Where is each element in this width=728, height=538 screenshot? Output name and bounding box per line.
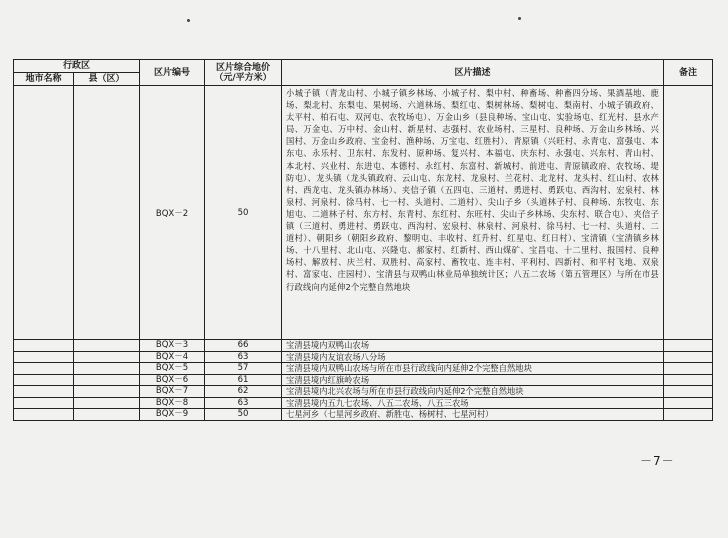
zone-description: 宝清县境内五九七农场、八五二农场、八五三农场 xyxy=(282,397,664,409)
table-row xyxy=(14,386,713,398)
table-row xyxy=(14,374,713,386)
page-number: －7－ xyxy=(640,454,675,468)
zone-price: 50 xyxy=(205,86,282,340)
zone-description: 小城子镇（青龙山村、小城子镇乡林场、小城子村、梨中村、种畜场、种畜四分场、果酒基地、鹿场、梨北村、东梨屯、果树场、六道林场、梨红屯、梨树林场、梨树屯、梨南村、小城子镇政府、太平村、柏石屯、双河屯、农牧场屯）、万金山乡（县良种场、宝山屯、实验场屯、红光村、县水产局、万金屯、万中村、金山村、新星村、志强村、农业场村、三星村、良种场、万金山乡林场、兴国村、万金山乡政府、宝金村、渔种场、万宝屯、红胜村）、青原镇（兴旺村、永青屯、富强屯、本东屯、永乐村、卫东村、东发村、原种场、复兴村、本福屯、庆东村、永强屯、兴东村、青山村、本北村、兴业村、东进屯、本德村、永红村、东富村、新城村、前进屯、青原镇政府、农牧场、堤防屯）、龙头镇（龙头镇政府、云山屯、东龙村、龙泉村、兰花村、北龙村、龙头村、红山村、农林村、西龙屯、龙头镇办林场）、夹信子镇（五四屯、三道村、勇进村、勇跃屯、西沟村、宏泉村、林泉村、河泉村、徐马村、七一村、头道村、二道村）、尖山子乡（头道林子村、良种场、东牧屯、东旭屯、二道林子村、东方村、东青村、东红村、东旺村、尖山子乡林场、尖东村、联合屯）、夹信子镇（三道村、勇进村、勇跃屯、西沟村、宏泉村、林泉村、河泉村、徐马村、七一村、头道村、二道村）、朝阳乡（朝阳乡政府、黎明屯、丰收村、红升村、红星屯、红日村）、宝清镇（宝清镇乡林场、十八里村、北山屯、兴隆屯、郝家村、红新村、西山煤矿、宝昌屯、十二里村、报国村、良种场村、解放村、庆兰村、双胜村、高家村、畜牧屯、连丰村、平利村、四新村、和平村飞地、双泉村、富家屯、庄园村）、宝清县与双鸭山林业局单独统计区；八五二农场（第五管理区）与所在市县行政线向内延伸2个完整自然地块 xyxy=(282,86,664,340)
table-row xyxy=(14,363,713,375)
land-price-table xyxy=(13,59,713,421)
header-price xyxy=(205,60,282,86)
zone-description: 宝清县境内双鸭山农场 xyxy=(282,340,664,352)
zone-description: 宝清县境内红旗岭农场 xyxy=(282,374,664,386)
header-price-line1: 区片综合地价 xyxy=(216,62,271,73)
zone-code: BQX－8 xyxy=(140,397,205,409)
zone-code: BQX－2 xyxy=(140,86,205,340)
zone-price: 66 xyxy=(205,340,282,352)
table-row xyxy=(14,409,713,421)
county-cell xyxy=(74,86,140,340)
note-cell xyxy=(664,86,713,340)
header-code: 区片编号 xyxy=(140,60,205,86)
city-cell xyxy=(14,86,74,340)
zone-description: 宝清县境内北兴农场与所在市县行政线向内延伸2个完整自然地块 xyxy=(282,386,664,398)
zone-price: 57 xyxy=(205,363,282,375)
header-county: 县（区） xyxy=(74,73,140,86)
header-city: 地市名称 xyxy=(14,73,74,86)
header-price-line2: （元/平方米） xyxy=(214,72,272,83)
scan-speck xyxy=(187,19,190,22)
zone-description: 宝清县境内双鸭山农场与所在市县行政线向内延伸2个完整自然地块 xyxy=(282,363,664,375)
zone-price: 50 xyxy=(205,409,282,421)
zone-price: 63 xyxy=(205,351,282,363)
table-row xyxy=(14,397,713,409)
zone-code: BQX－7 xyxy=(140,386,205,398)
table-row xyxy=(14,351,713,363)
zone-code: BQX－3 xyxy=(140,340,205,352)
scan-speck xyxy=(518,17,521,20)
zone-price: 61 xyxy=(205,374,282,386)
header-desc: 区片描述 xyxy=(282,60,664,86)
zone-description: 宝清县境内友谊农场八分场 xyxy=(282,351,664,363)
zone-description: 七星河乡（七星河乡政府、新胜屯、杨树村、七星河村） xyxy=(282,409,664,421)
header-region-group: 行政区 xyxy=(14,60,140,73)
zone-code: BQX－4 xyxy=(140,351,205,363)
header-note: 备注 xyxy=(664,60,713,86)
table-row xyxy=(14,86,713,340)
zone-price: 63 xyxy=(205,397,282,409)
table-row xyxy=(14,340,713,352)
zone-code: BQX－5 xyxy=(140,363,205,375)
zone-code: BQX－9 xyxy=(140,409,205,421)
zone-price: 62 xyxy=(205,386,282,398)
zone-code: BQX－6 xyxy=(140,374,205,386)
